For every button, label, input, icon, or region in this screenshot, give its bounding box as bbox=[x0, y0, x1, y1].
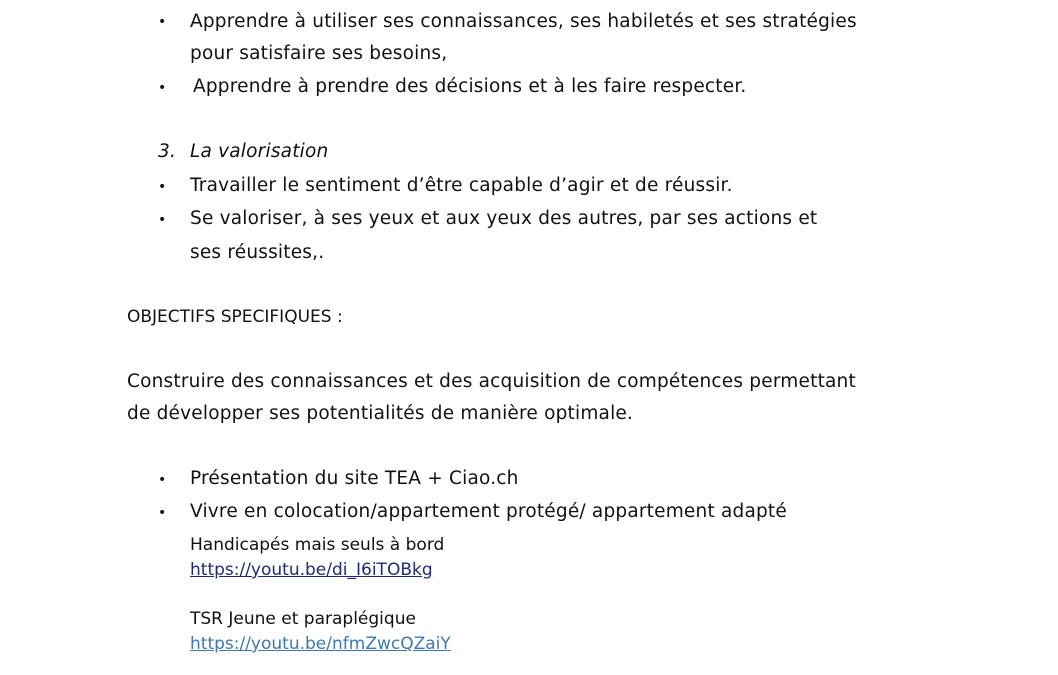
bullet-icon: • bbox=[158, 179, 167, 195]
video-title: TSR Jeune et paraplégique bbox=[190, 609, 416, 629]
video-title: Handicapés mais seuls à bord bbox=[190, 535, 445, 555]
bullet-text: Se valoriser, à ses yeux et aux yeux des autres, par ses actions et bbox=[190, 208, 818, 229]
bullet-icon: • bbox=[158, 472, 167, 488]
video-link-wrapper bbox=[190, 559, 433, 581]
bullet-icon: • bbox=[158, 212, 167, 228]
objectives-heading: OBJECTIFS SPECIFIQUES : bbox=[127, 307, 343, 327]
bullet-text: Présentation du site TEA + Ciao.ch bbox=[190, 468, 519, 489]
section-title: La valorisation bbox=[190, 141, 329, 162]
bullet-icon: • bbox=[158, 14, 167, 30]
bullet-text: Vivre en colocation/appartement protégé/ appartement adapté bbox=[190, 501, 787, 522]
video-link[interactable]: https://youtu.be/di_I6iTOBkg bbox=[190, 560, 433, 580]
video-link-wrapper bbox=[190, 633, 451, 655]
paragraph-line: Construire des connaissances et des acquisition de compétences permettant bbox=[127, 371, 856, 392]
bullet-text: Apprendre à utiliser ses connaissances, ses habiletés et ses stratégies bbox=[190, 11, 857, 32]
bullet-icon: • bbox=[158, 80, 167, 96]
bullet-text: Apprendre à prendre des décisions et à les faire respecter. bbox=[193, 76, 747, 97]
bullet-text-continuation: ses réussites,. bbox=[190, 242, 325, 263]
bullet-text-continuation: pour satisfaire ses besoins, bbox=[190, 43, 448, 64]
bullet-icon: • bbox=[158, 505, 167, 521]
bullet-text: Travailler le sentiment d’être capable d’agir et de réussir. bbox=[190, 175, 733, 196]
section-number: 3. bbox=[158, 141, 177, 162]
paragraph-line: de développer ses potentialités de manière optimale. bbox=[127, 403, 634, 424]
video-link[interactable]: https://youtu.be/nfmZwcQZaiY bbox=[190, 634, 451, 654]
